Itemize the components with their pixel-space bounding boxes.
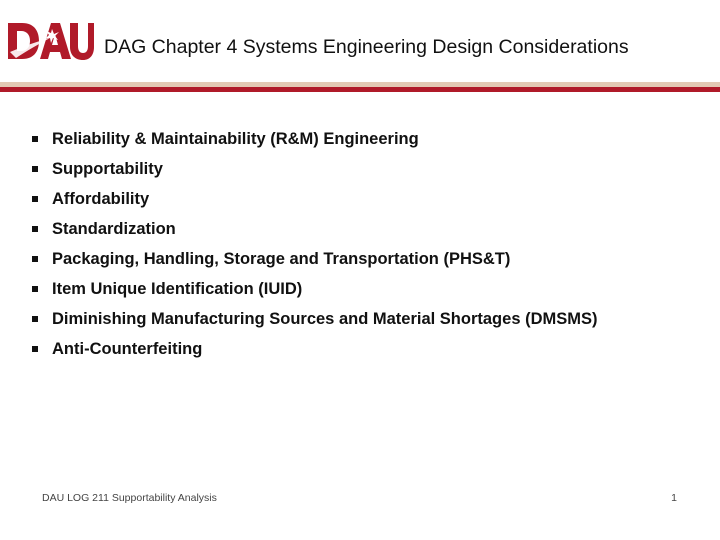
dau-logo [6,20,94,62]
bullet-text: Reliability & Maintainability (R&M) Engineering [52,129,419,148]
bullet-item [32,244,597,274]
bullet-item [32,274,597,304]
slide-title: DAG Chapter 4 Systems Engineering Design Considerations [104,36,629,58]
bullet-item [32,304,597,334]
bullet-text: Anti-Counterfeiting [52,339,203,358]
header-rule-red [0,87,720,92]
bullet-text: Standardization [52,219,176,238]
square-bullet-icon [32,256,38,262]
square-bullet-icon [32,166,38,172]
footer-course-title: DAU LOG 211 Supportability Analysis [42,492,217,504]
page-number: 1 [671,492,677,504]
bullet-text: Diminishing Manufacturing Sources and Material Shortages (DMSMS) [52,309,598,328]
square-bullet-icon [32,286,38,292]
bullet-item [32,214,597,244]
square-bullet-icon [32,196,38,202]
bullet-item [32,124,597,154]
bullet-list [32,124,597,364]
square-bullet-icon [32,226,38,232]
bullet-text: Packaging, Handling, Storage and Transportation (PHS&T) [52,249,511,268]
bullet-item [32,184,597,214]
bullet-text: Affordability [52,189,150,208]
bullet-text: Item Unique Identification (IUID) [52,279,303,298]
bullet-item [32,334,597,364]
square-bullet-icon [32,136,38,142]
square-bullet-icon [32,346,38,352]
bullet-item [32,154,597,184]
bullet-text: Supportability [52,159,163,178]
square-bullet-icon [32,316,38,322]
